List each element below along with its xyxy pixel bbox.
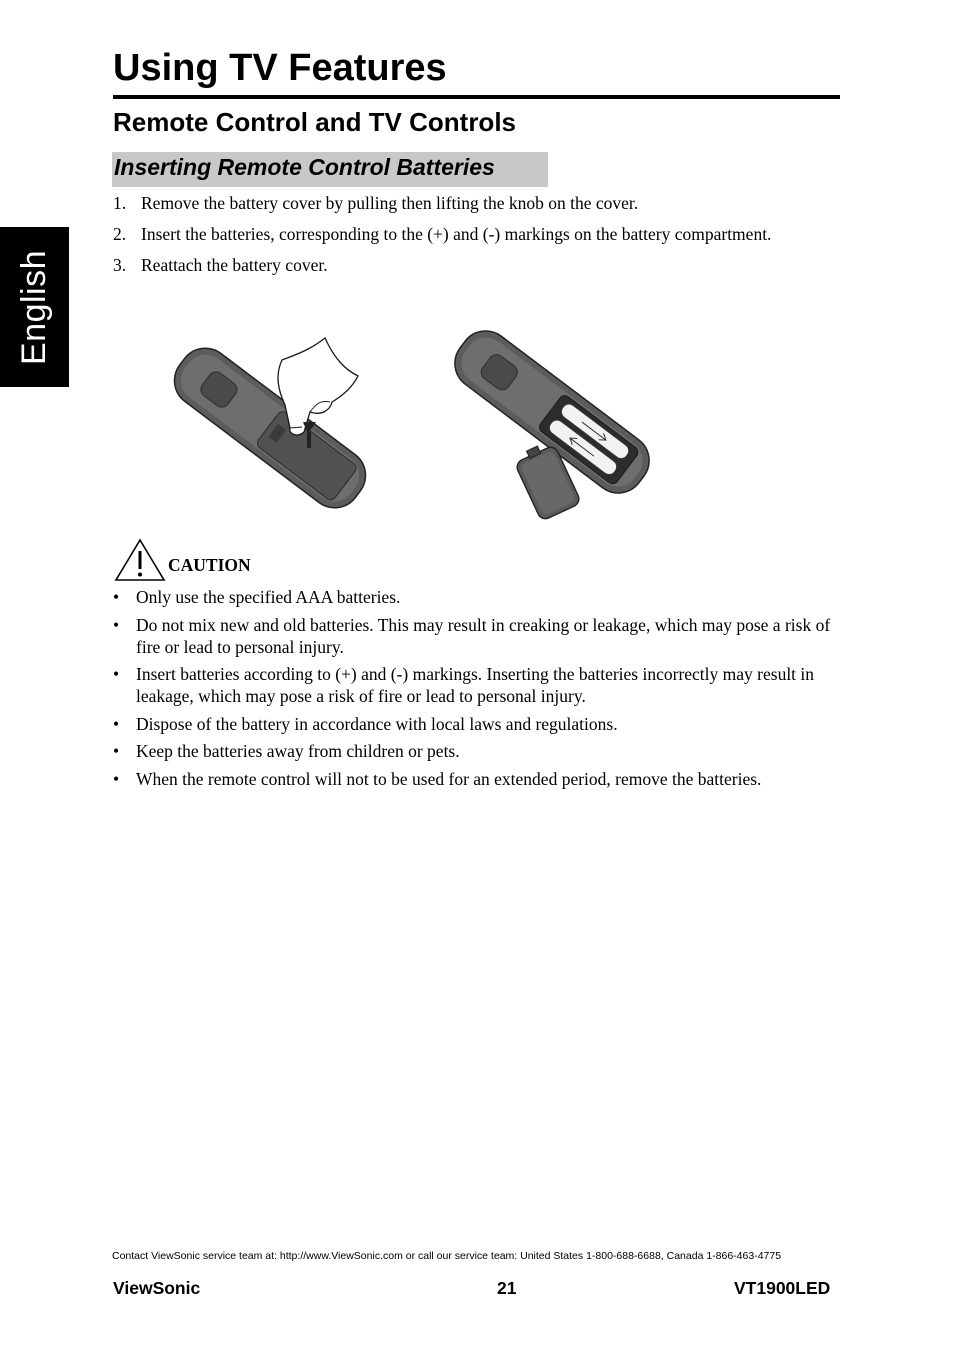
page-title: Using TV Features bbox=[113, 47, 447, 89]
caution-text: When the remote control will not to be used for an extended period, remove the batteries. bbox=[136, 768, 762, 789]
caution-text: Insert batteries according to (+) and (-) markings. Inserting the batteries incorrectly may result in leakage, which may pose a risk of fire or lead to personal injury. bbox=[136, 664, 815, 706]
caution-item: • Keep the batteries away from children or pets. bbox=[113, 741, 460, 761]
step-text: Remove the battery cover by pulling then lifting the knob on the cover. bbox=[141, 193, 639, 213]
step-item bbox=[113, 192, 833, 214]
steps-list bbox=[113, 192, 833, 285]
remote-cover-removal-illustration bbox=[160, 330, 380, 525]
caution-item: • Do not mix new and old batteries. This may result in creaking or leakage, which may pose a risk of fire or lead to personal injury. bbox=[113, 614, 831, 657]
step-item bbox=[113, 223, 833, 245]
caution-item: • Dispose of the battery in accordance with local laws and regulations. bbox=[113, 713, 618, 734]
page-number: 21 bbox=[497, 1278, 517, 1298]
caution-header bbox=[114, 538, 414, 582]
caution-text: Dispose of the battery in accordance with local laws and regulations. bbox=[136, 713, 618, 734]
caution-text: Do not mix new and old batteries. This may result in creaking or leakage, which may pose a risk of fire or lead to personal injury. bbox=[136, 614, 831, 657]
remote-battery-compartment-illustration bbox=[440, 328, 660, 523]
caution-text: Only use the specified AAA batteries. bbox=[136, 587, 401, 607]
footer-model: VT1900LED bbox=[734, 1278, 831, 1298]
caution-label: CAUTION bbox=[168, 555, 251, 575]
footer-brand: ViewSonic bbox=[113, 1278, 201, 1298]
caution-item: • Insert batteries according to (+) and (-) markings. Inserting the batteries incorrectly may result in leakage, which may pose a risk of fire or lead to personal injury. bbox=[113, 664, 815, 706]
step-number: 1. bbox=[113, 193, 127, 213]
contact-line: Contact ViewSonic service team at: http://www.ViewSonic.com or call our service team: United States 1-800-688-6688, Canada 1-866-463-4775 bbox=[112, 1250, 782, 1262]
caution-text: Keep the batteries away from children or pets. bbox=[136, 741, 460, 761]
title-rule bbox=[113, 95, 840, 99]
step-item bbox=[113, 254, 833, 276]
caution-item: • When the remote control will not to be used for an extended period, remove the batteries. bbox=[113, 768, 762, 789]
language-tab bbox=[0, 227, 69, 387]
warning-triangle-icon bbox=[116, 540, 164, 580]
section-title: Remote Control and TV Controls bbox=[113, 107, 516, 137]
step-text: Insert the batteries, corresponding to the (+) and (-) markings on the battery compartment. bbox=[141, 224, 772, 244]
step-text: Reattach the battery cover. bbox=[141, 255, 328, 275]
subsection-title: Inserting Remote Control Batteries bbox=[112, 152, 548, 187]
caution-item: • Only use the specified AAA batteries. bbox=[113, 587, 401, 607]
step-number: 2. bbox=[113, 224, 127, 244]
step-number: 3. bbox=[113, 255, 127, 275]
caution-list bbox=[113, 586, 843, 795]
language-tab-label: English bbox=[15, 249, 54, 365]
